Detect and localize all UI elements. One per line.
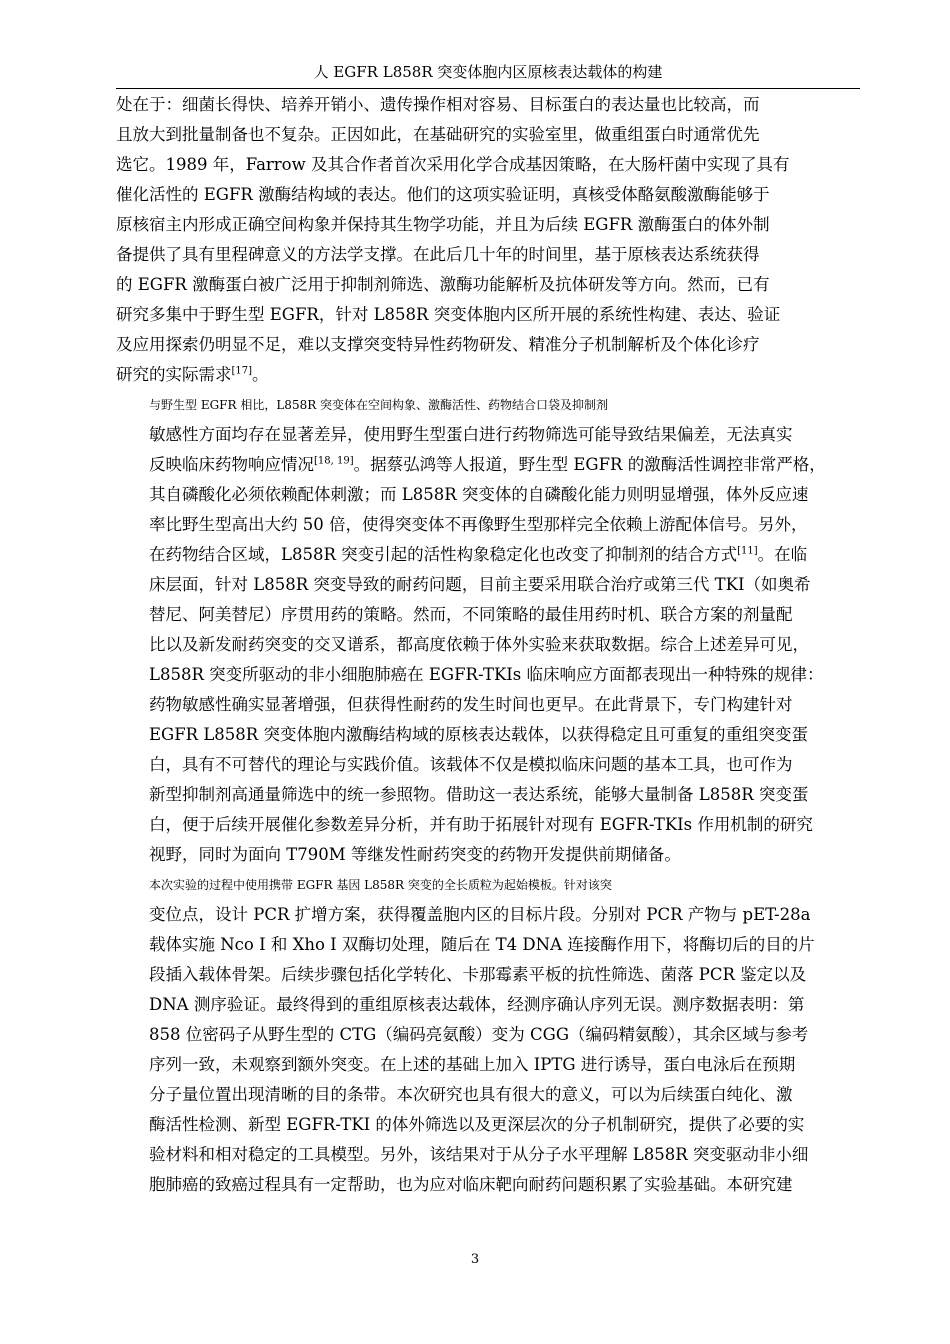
text-line [116, 360, 860, 390]
text-line [116, 1020, 860, 1050]
text-line [116, 1170, 860, 1200]
running-header: 人 EGFR L858R 突变体胞内区原核表达载体的构建 [313, 63, 663, 81]
text-line [116, 300, 860, 330]
text-line [116, 510, 860, 540]
header-rule [116, 88, 860, 89]
text-line [116, 1110, 860, 1140]
paragraph [116, 90, 860, 390]
text-segment: 药物敏感性确实显著增强，但获得性耐药的发生时间也更早。在此背景下，专门构建针对 [149, 695, 793, 714]
page-number: 3 [470, 1252, 480, 1267]
text-line [116, 840, 860, 870]
text-segment: 反映临床药物响应情况 [149, 455, 314, 474]
body-text [116, 90, 860, 1200]
text-segment: 。据蔡弘鸿等人报道，野生型 EGFR 的激酶活性调控非常严格， [353, 455, 826, 474]
text-segment: 序列一致，未观察到额外突变。在上述的基础上加入 IPTG 进行诱导，蛋白电泳后在预期 [149, 1055, 796, 1074]
text-segment: 选它。1989 年，Farrow 及其合作者首次采用化学合成基因策略，在大肠杆菌中实现了具有 [116, 155, 790, 174]
text-line [116, 240, 860, 270]
text-line [116, 420, 860, 450]
text-line [116, 90, 860, 120]
text-segment: 处在于：细菌长得快、培养开销小、遗传操作相对容易、目标蛋白的表达量也比较高，而 [116, 95, 760, 114]
text-segment: 。在临 [757, 545, 808, 564]
text-segment: 段插入载体骨架。后续步骤包括化学转化、卡那霉素平板的抗性筛选、菌落 PCR 鉴定以及 [149, 965, 807, 984]
text-segment: 视野，同时为面向 T790M 等继发性耐药突变的药物开发提供前期储备。 [149, 845, 681, 864]
text-segment: 与野生型 EGFR 相比，L858R 突变体在空间构象、激酶活性、药物结合口袋及抑制剂 [149, 398, 609, 412]
text-segment: DNA 测序验证。最终得到的重组原核表达载体，经测序确认序列无误。测序数据表明：第 [149, 995, 805, 1014]
text-segment: 比以及新发耐药突变的交叉谱系，都高度依赖于体外实验来获取数据。综合上述差异可见， [149, 635, 809, 654]
text-line [116, 480, 860, 510]
text-line [116, 870, 860, 900]
text-line [116, 720, 860, 750]
text-segment: 白，具有不可替代的理论与实践价值。该载体不仅是模拟临床问题的基本工具，也可作为 [149, 755, 793, 774]
text-segment: 变位点，设计 PCR 扩增方案，获得覆盖胞内区的目标片段。分别对 PCR 产物与 pET-28a [149, 905, 811, 924]
text-segment: 替尼、阿美替尼）序贯用药的策略。然而，不同策略的最佳用药时机、联合方案的剂量配 [149, 605, 793, 624]
text-segment: 原核宿主内形成正确空间构象并保持其生物学功能，并且为后续 EGFR 激酶蛋白的体外制 [116, 215, 770, 234]
text-segment: 本次实验的过程中使用携带 EGFR 基因 L858R 突变的全长质粒为起始模板。针对该突 [149, 878, 612, 892]
text-segment: 床层面，针对 L858R 突变导致的耐药问题，目前主要采用联合治疗或第三代 TKI（如奥希 [149, 575, 811, 594]
text-segment: 催化活性的 EGFR 激酶结构域的表达。他们的这项实验证明，真核受体酪氨酸激酶能够于 [116, 185, 770, 204]
text-segment: 其自磷酸化必须依赖配体刺激；而 L858R 突变体的自磷酸化能力则明显增强，体外反应速 [149, 485, 809, 504]
text-line [116, 990, 860, 1020]
text-segment: 敏感性方面均存在显著差异，使用野生型蛋白进行药物筛选可能导致结果偏差，无法真实 [149, 425, 793, 444]
text-segment: 分子量位置出现清晰的目的条带。本次研究也具有很大的意义，可以为后续蛋白纯化、激 [149, 1085, 793, 1104]
text-line [116, 120, 860, 150]
text-line [116, 330, 860, 360]
text-segment: 的 EGFR 激酶蛋白被广泛用于抑制剂筛选、激酶功能解析及抗体研发等方向。然而，已有 [116, 275, 770, 294]
text-line [116, 600, 860, 630]
text-segment: 率比野生型高出大约 50 倍，使得突变体不再像野生型那样完全依赖上游配体信号。另外， [149, 515, 808, 534]
text-line [116, 1140, 860, 1170]
text-line [116, 630, 860, 660]
text-segment: 858 位密码子从野生型的 CTG（编码亮氨酸）变为 CGG（编码精氨酸），其余区域与参考 [149, 1025, 809, 1044]
text-line [116, 540, 860, 570]
text-line [116, 390, 860, 420]
text-line [116, 1080, 860, 1110]
text-line [116, 210, 860, 240]
text-line [116, 690, 860, 720]
text-line [116, 960, 860, 990]
text-segment: 胞肺癌的致癌过程具有一定帮助，也为应对临床靶向耐药问题积累了实验基础。本研究建 [149, 1175, 793, 1194]
text-segment: L858R 突变所驱动的非小细胞肺癌在 EGFR-TKIs 临床响应方面都表现出一种特殊的规律： [149, 665, 824, 684]
text-line [116, 270, 860, 300]
text-segment: EGFR L858R 突变体胞内激酶结构域的原核表达载体，以获得稳定且可重复的重组突变蛋 [149, 725, 808, 744]
citation-ref: [17] [231, 365, 253, 377]
text-segment: 载体实施 Nco I 和 Xho I 双酶切处理，随后在 T4 DNA 连接酶作用下，将酶切后的目的片 [149, 935, 815, 954]
text-segment: 备提供了具有里程碑意义的方法学支撑。在此后几十年的时间里，基于原核表达系统获得 [116, 245, 760, 264]
text-line [116, 150, 860, 180]
text-segment: 酶活性检测、新型 EGFR-TKI 的体外筛选以及更深层次的分子机制研究，提供了必要的实 [149, 1115, 805, 1134]
text-line [116, 750, 860, 780]
text-line [116, 180, 860, 210]
text-segment: 研究多集中于野生型 EGFR，针对 L858R 突变体胞内区所开展的系统性构建、表达、验证 [116, 305, 781, 324]
text-segment: 在药物结合区域，L858R 突变引起的活性构象稳定化也改变了抑制剂的结合方式 [149, 545, 738, 564]
text-line [116, 780, 860, 810]
text-segment: 且放大到批量制备也不复杂。正因如此，在基础研究的实验室里，做重组蛋白时通常优先 [116, 125, 760, 144]
text-segment: 研究的实际需求 [116, 365, 232, 384]
paragraph [116, 870, 860, 1200]
citation-ref: [11] [737, 545, 758, 557]
text-segment: 。 [252, 365, 269, 384]
text-segment: 新型抑制剂高通量筛选中的统一参照物。借助这一表达系统，能够大量制备 L858R 突变蛋 [149, 785, 809, 804]
text-line [116, 570, 860, 600]
text-line [116, 660, 860, 690]
text-line [116, 930, 860, 960]
text-segment: 及应用探索仍明显不足，难以支撑突变特异性药物研发、精准分子机制解析及个体化诊疗 [116, 335, 760, 354]
text-line [116, 900, 860, 930]
paragraph [116, 390, 860, 870]
text-line [116, 450, 860, 480]
text-segment: 白，便于后续开展催化参数差异分析，并有助于拓展针对现有 EGFR-TKIs 作用机制的研究 [149, 815, 813, 834]
text-line [116, 1050, 860, 1080]
citation-ref: [18, 19] [314, 455, 354, 467]
text-line [116, 810, 860, 840]
text-segment: 验材料和相对稳定的工具模型。另外，该结果对于从分子水平理解 L858R 突变驱动非小细 [149, 1145, 809, 1164]
